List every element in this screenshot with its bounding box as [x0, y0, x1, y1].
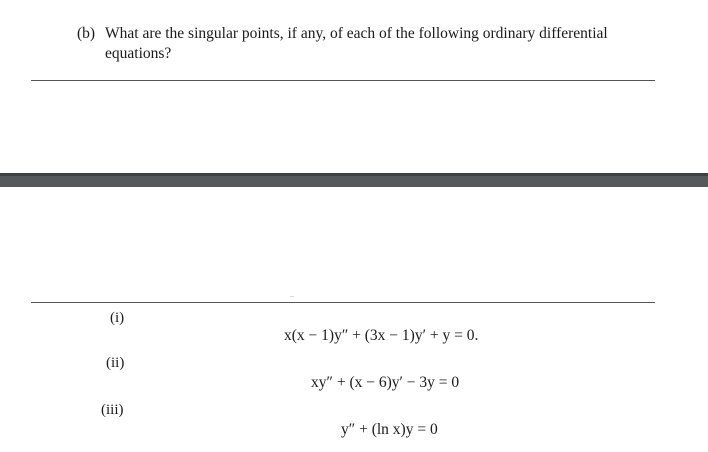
equation-ii: xy″ + (x − 6)y′ − 3y = 0 — [311, 374, 460, 391]
question-line-2: equations? — [105, 45, 172, 62]
item-label-ii: (ii) — [106, 355, 125, 371]
faint-mark — [290, 296, 294, 297]
equation-i: x(x − 1)y″ + (3x − 1)y′ + y = 0. — [284, 327, 479, 344]
question-text — [77, 24, 667, 64]
page-break-edge — [0, 173, 708, 176]
item-label-iii: (iii) — [101, 402, 124, 418]
item-label-i: (i) — [110, 310, 125, 326]
divider-bottom — [31, 302, 655, 303]
divider-top — [31, 80, 655, 81]
question-line-1: What are the singular points, if any, of each of the following ordinary differential — [105, 25, 608, 42]
equation-iii: y″ + (ln x)y = 0 — [341, 421, 438, 438]
question-label: (b) — [77, 25, 96, 42]
page-break-bar — [0, 173, 708, 187]
